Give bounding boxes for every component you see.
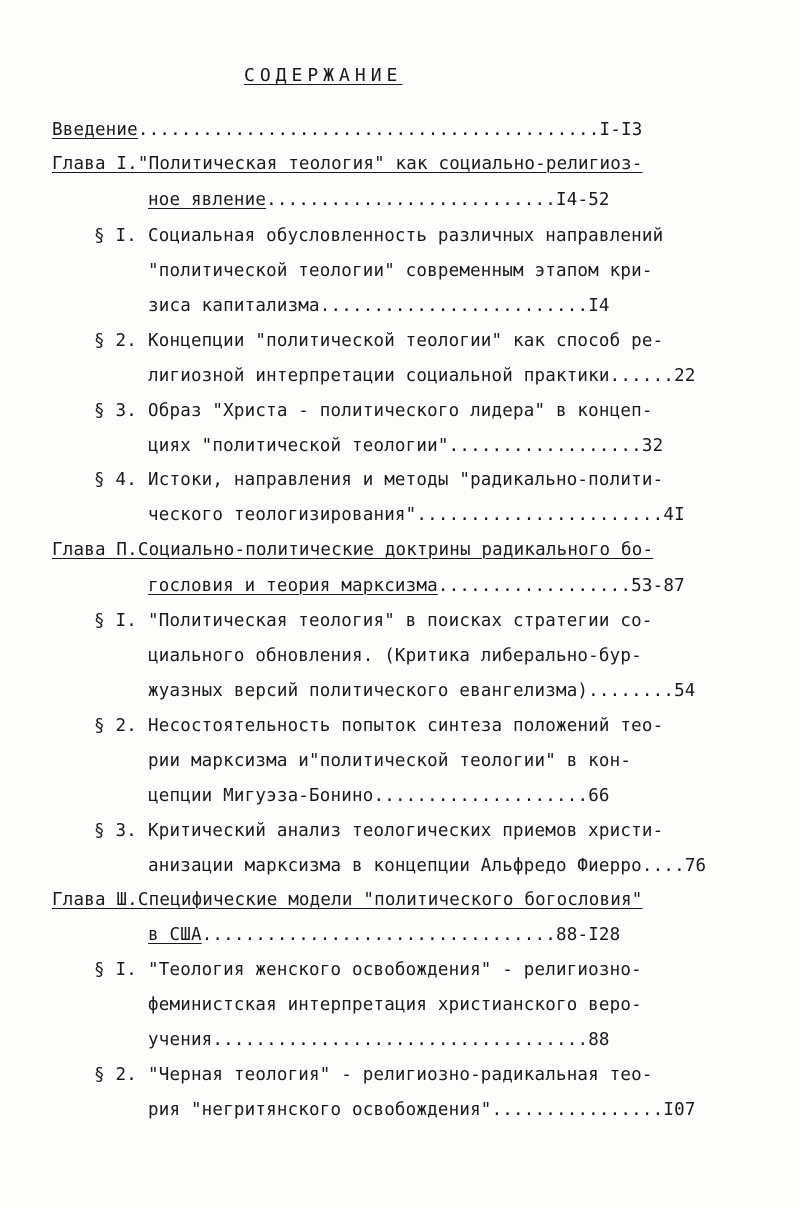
section-number: § I. <box>94 960 137 980</box>
section-dots: ....................... <box>416 505 664 525</box>
chapter-1-dots: ........................... <box>266 190 556 210</box>
section-text-last <box>148 505 685 525</box>
chapter-3-dots: ................................. <box>201 925 556 945</box>
chapter-3-title-b: в США <box>148 925 202 945</box>
section-text-last <box>148 436 663 456</box>
toc-chapter-3-line-2 <box>148 925 620 945</box>
section-text: Истоки, направления и методы "радикально-полити- <box>148 470 664 490</box>
section-text-last <box>148 786 610 806</box>
section-page: 76 <box>684 856 707 876</box>
chapter-2-title-b: гословия и теория марксизма <box>148 576 438 596</box>
intro-label: Введение <box>52 120 138 140</box>
section-dots: ......................... <box>319 296 589 316</box>
toc-chapter-2-line-2 <box>148 576 685 596</box>
chapter-1-title-b: ное явление <box>148 190 267 210</box>
section-number: § I. <box>94 226 137 246</box>
section-text: Образ "Христа - политического лидера" в концеп- <box>148 401 653 421</box>
toc-chapter-1-line-2 <box>148 190 610 210</box>
chapter-2-dots: .................. <box>437 576 632 596</box>
toc-chapter-3-line-1 <box>52 890 642 910</box>
section-text-last <box>148 296 610 316</box>
section-text: Несостоятельность попыток синтеза положений тео- <box>148 716 664 736</box>
section-number: § 4. <box>94 470 137 490</box>
section-dots: ................................... <box>212 1030 589 1050</box>
section-text: Концепции "политической теологии" как способ ре- <box>148 331 664 351</box>
section-dots: ...... <box>609 366 675 386</box>
chapter-1-pages: I4-52 <box>555 190 610 210</box>
section-text-b: циях "политической теологии" <box>148 436 449 456</box>
section-page: 22 <box>674 366 696 386</box>
section-dots: ................ <box>491 1100 664 1120</box>
section-text-last <box>148 681 696 701</box>
chapter-1-prefix: Глава I. <box>52 154 138 174</box>
section-text: феминистская интерпретация христианского веро- <box>148 995 642 1015</box>
section-page: I4 <box>588 296 610 316</box>
chapter-3-pages: 88-I28 <box>555 925 621 945</box>
section-dots: .... <box>641 856 685 876</box>
section-number: § 2. <box>94 1065 137 1085</box>
section-page: 66 <box>588 786 610 806</box>
section-text: Критический анализ теологических приемов христи- <box>148 821 664 841</box>
section-text: "политической теологии" современным этапом кри- <box>148 261 653 281</box>
toc-chapter-2-line-1 <box>52 540 653 560</box>
section-text: "Политическая теология" в поисках стратегии со- <box>148 611 653 631</box>
chapter-3-title-a: Специфические модели "политического богословия" <box>137 890 643 910</box>
section-page: 4I <box>663 505 685 525</box>
section-text-b: анизации марксизма в концепции Альфредо Фиерро <box>148 856 642 876</box>
section-page: 88 <box>588 1030 610 1050</box>
section-page: 32 <box>641 436 664 456</box>
section-text-c: жуазных версий политического евангелизма) <box>148 681 589 701</box>
section-text: рии марксизма и"политической теологии" в кон- <box>148 751 632 771</box>
section-text-c: учения <box>148 1030 213 1050</box>
chapter-2-prefix: Глава П. <box>52 540 138 560</box>
section-number: § 2. <box>94 331 137 351</box>
section-text-c: цепции Мигуэза-Бонино <box>148 786 374 806</box>
section-text-b: рия "негритянского освобождения" <box>148 1100 492 1120</box>
section-number: § 3. <box>94 821 137 841</box>
section-number: § 2. <box>94 716 137 736</box>
section-text: "Черная теология" - религиозно-радикальная тео- <box>148 1065 653 1085</box>
section-text: циального обновления. (Критика либерально-бур- <box>148 646 642 666</box>
section-text: "Теология женского освобождения" - религиозно- <box>148 960 642 980</box>
section-number: § I. <box>94 611 137 631</box>
section-dots: ........ <box>588 681 675 701</box>
intro-dots: ........................................... <box>137 120 600 140</box>
chapter-1-title-a: "Политическая теология" как социально-религиоз- <box>137 154 643 174</box>
section-text-b: ческого теологизирования" <box>148 505 417 525</box>
chapter-2-title-a: Социально-политические доктрины радикального бо- <box>137 540 654 560</box>
section-dots: .................... <box>373 786 589 806</box>
section-text-last <box>148 366 696 386</box>
section-dots: .................. <box>448 436 642 456</box>
intro-pages: I-I3 <box>599 120 643 140</box>
chapter-2-pages: 53-87 <box>631 576 685 596</box>
section-text-last <box>148 1030 610 1050</box>
section-page: I07 <box>663 1100 696 1120</box>
section-text-last <box>148 856 706 876</box>
toc-entry-intro <box>52 120 643 140</box>
toc-title: СОДЕРЖАНИЕ <box>244 65 403 86</box>
chapter-3-prefix: Глава Ш. <box>52 890 138 910</box>
section-text-c: зиса капитализма <box>148 296 320 316</box>
section-text-b: лигиозной интерпретации социальной практики <box>148 366 610 386</box>
section-text: Социальная обусловленность различных направлений <box>148 226 664 246</box>
section-number: § 3. <box>94 401 137 421</box>
toc-chapter-1-line-1 <box>52 154 642 174</box>
section-text-last <box>148 1100 696 1120</box>
section-page: 54 <box>674 681 696 701</box>
